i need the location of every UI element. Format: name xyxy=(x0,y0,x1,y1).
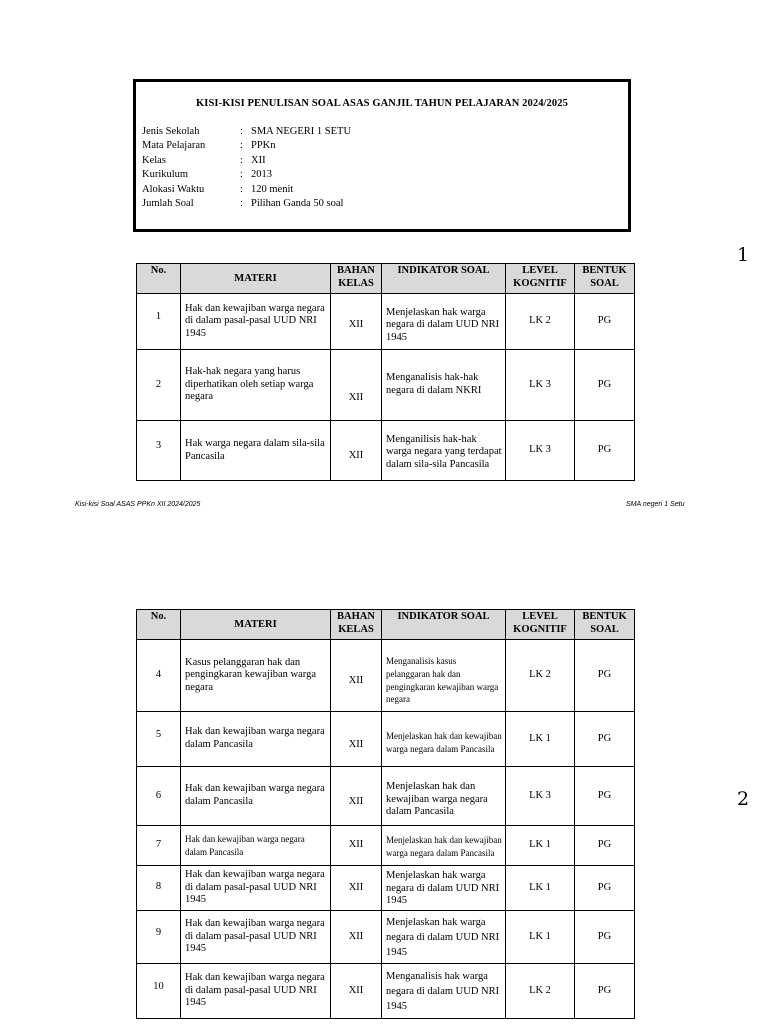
column-header-indikator: INDIKATOR SOAL xyxy=(382,610,506,640)
cell-level: LK 2 xyxy=(506,294,575,350)
cell-no: 7 xyxy=(137,826,181,866)
document-header-box xyxy=(133,79,631,232)
cell-kelas: XII xyxy=(331,911,382,964)
cell-materi: Hak dan kewajiban warga negara di dalam pasal-pasal UUD NRI 1945 xyxy=(181,964,331,1019)
table-header-row xyxy=(137,610,635,640)
cell-no: 3 xyxy=(137,421,181,481)
cell-indikator: Menganilisis hak-hak warga negara yang terdapat dalam sila-sila Pancasila xyxy=(382,421,506,481)
cell-materi: Hak dan kewajiban warga negara di dalam pasal-pasal UUD NRI 1945 xyxy=(181,866,331,911)
cell-level: LK 2 xyxy=(506,640,575,712)
column-header-materi: MATERI xyxy=(181,610,331,640)
info-list xyxy=(142,125,622,211)
cell-indikator: Menjelaskan hak warga negara di dalam UUD NRI 1945 xyxy=(382,294,506,350)
footer-left: Kisi-kisi Soal ASAS PPKn XII 2024/2025 xyxy=(75,501,201,508)
cell-indikator: Menjelaskan hak warga negara di dalam UUD NRI 1945 xyxy=(382,866,506,911)
info-colon: : xyxy=(240,183,243,195)
cell-no: 1 xyxy=(137,294,181,350)
cell-level: LK 1 xyxy=(506,712,575,767)
column-header-bentuk: BENTUK SOAL xyxy=(575,610,635,640)
cell-bentuk: PG xyxy=(575,964,635,1019)
cell-kelas: XII xyxy=(331,294,382,350)
cell-level: LK 3 xyxy=(506,421,575,481)
cell-materi: Hak warga negara dalam sila-sila Pancasila xyxy=(181,421,331,481)
cell-level: LK 1 xyxy=(506,866,575,911)
info-row-mata-pelajaran xyxy=(142,139,622,153)
cell-no: 8 xyxy=(137,866,181,911)
cell-bentuk: PG xyxy=(575,911,635,964)
info-label: Kelas xyxy=(142,154,166,166)
cell-indikator: Menjelaskan hak dan kewajiban warga negara dalam Pancasila xyxy=(382,712,506,767)
column-header-bahan-kelas: BAHAN KELAS xyxy=(331,610,382,640)
cell-indikator: Menjelaskan hak dan kewajiban warga negara dalam Pancasila xyxy=(382,767,506,826)
info-value: XII xyxy=(251,154,266,166)
cell-kelas: XII xyxy=(331,421,382,481)
document-title: KISI-KISI PENULISAN SOAL ASAS GANJIL TAHUN PELAJARAN 2024/2025 xyxy=(196,98,568,109)
info-colon: : xyxy=(240,169,243,181)
cell-materi: Hak dan kewajiban warga negara di dalam pasal-pasal UUD NRI 1945 xyxy=(181,294,331,350)
cell-kelas: XII xyxy=(331,712,382,767)
cell-no: 6 xyxy=(137,767,181,826)
cell-kelas: XII xyxy=(331,767,382,826)
table-row xyxy=(137,294,635,350)
cell-materi: Hak dan kewajiban warga negara dalam Pancasila xyxy=(181,712,331,767)
table-header-row xyxy=(137,264,635,294)
cell-materi: Hak dan kewajiban warga negara dalam Pancasila xyxy=(181,826,331,866)
cell-kelas: XII xyxy=(331,350,382,421)
info-value: SMA NEGERI 1 SETU xyxy=(251,126,352,137)
info-value: 2013 xyxy=(251,169,272,181)
cell-kelas: XII xyxy=(331,964,382,1019)
cell-no: 9 xyxy=(137,911,181,964)
info-row-jenis-sekolah xyxy=(142,125,622,139)
info-row-kurikulum xyxy=(142,168,622,182)
cell-indikator: Menganalisis kasus pelanggaran hak dan pengingkaran kewajiban warga negara xyxy=(382,640,506,712)
cell-level: LK 3 xyxy=(506,767,575,826)
column-header-materi: MATERI xyxy=(181,264,331,294)
cell-level: LK 2 xyxy=(506,964,575,1019)
column-header-bentuk: BENTUK SOAL xyxy=(575,264,635,294)
info-row-kelas xyxy=(142,154,622,168)
column-header-no: No. xyxy=(137,610,181,640)
cell-bentuk: PG xyxy=(575,421,635,481)
cell-indikator: Menjelaskan hak warga negara di dalam UUD NRI 1945 xyxy=(382,911,506,964)
cell-bentuk: PG xyxy=(575,640,635,712)
table-row xyxy=(137,640,635,712)
info-value: 120 menit xyxy=(251,183,294,195)
info-colon: : xyxy=(240,126,243,137)
cell-no: 5 xyxy=(137,712,181,767)
cell-indikator: Menganalisis hak warga negara di dalam UUD NRI 1945 xyxy=(382,964,506,1019)
cell-level: LK 1 xyxy=(506,826,575,866)
cell-bentuk: PG xyxy=(575,350,635,421)
cell-kelas: XII xyxy=(331,640,382,712)
table-row xyxy=(137,712,635,767)
cell-bentuk: PG xyxy=(575,866,635,911)
cell-no: 2 xyxy=(137,350,181,421)
info-label: Jumlah Soal xyxy=(142,198,194,210)
column-header-indikator: INDIKATOR SOAL xyxy=(382,264,506,294)
page-number-2: 2 xyxy=(737,788,750,810)
cell-materi: Hak dan kewajiban warga negara dalam Pancasila xyxy=(181,767,331,826)
cell-kelas: XII xyxy=(331,826,382,866)
footer-right: SMA negeri 1 Setu xyxy=(626,501,685,508)
cell-bentuk: PG xyxy=(575,294,635,350)
info-row-alokasi-waktu xyxy=(142,183,622,197)
column-header-level: LEVEL KOGNITIF xyxy=(506,264,575,294)
info-label: Mata Pelajaran xyxy=(142,140,206,152)
table-row xyxy=(137,826,635,866)
info-row-jumlah-soal xyxy=(142,197,622,211)
kisi-table-page-1 xyxy=(136,263,635,481)
info-label: Kurikulum xyxy=(142,169,189,181)
cell-materi: Hak dan kewajiban warga negara di dalam pasal-pasal UUD NRI 1945 xyxy=(181,911,331,964)
cell-bentuk: PG xyxy=(575,767,635,826)
cell-no: 4 xyxy=(137,640,181,712)
cell-materi: Kasus pelanggaran hak dan pengingkaran kewajiban warga negara xyxy=(181,640,331,712)
table-row xyxy=(137,911,635,964)
info-colon: : xyxy=(240,198,243,210)
info-label: Alokasi Waktu xyxy=(142,183,205,195)
info-label: Jenis Sekolah xyxy=(142,126,200,137)
cell-materi: Hak-hak negara yang harus diperhatikan oleh setiap warga negara xyxy=(181,350,331,421)
table-row xyxy=(137,421,635,481)
cell-bentuk: PG xyxy=(575,826,635,866)
info-colon: : xyxy=(240,154,243,166)
cell-kelas: XII xyxy=(331,866,382,911)
cell-indikator: Menganalisis hak-hak negara di dalam NKRI xyxy=(382,350,506,421)
table-row xyxy=(137,964,635,1019)
cell-bentuk: PG xyxy=(575,712,635,767)
cell-no: 10 xyxy=(137,964,181,1019)
column-header-level: LEVEL KOGNITIF xyxy=(506,610,575,640)
table-row xyxy=(137,767,635,826)
cell-level: LK 1 xyxy=(506,911,575,964)
column-header-no: No. xyxy=(137,264,181,294)
info-colon: : xyxy=(240,140,243,152)
cell-level: LK 3 xyxy=(506,350,575,421)
cell-indikator: Menjelaskan hak dan kewajiban warga negara dalam Pancasila xyxy=(382,826,506,866)
table-row xyxy=(137,350,635,421)
column-header-bahan-kelas: BAHAN KELAS xyxy=(331,264,382,294)
kisi-table-page-2 xyxy=(136,609,635,1019)
table-row xyxy=(137,866,635,911)
info-value: Pilihan Ganda 50 soal xyxy=(251,198,344,210)
page-number-1: 1 xyxy=(737,244,750,266)
info-value: PPKn xyxy=(251,140,276,152)
